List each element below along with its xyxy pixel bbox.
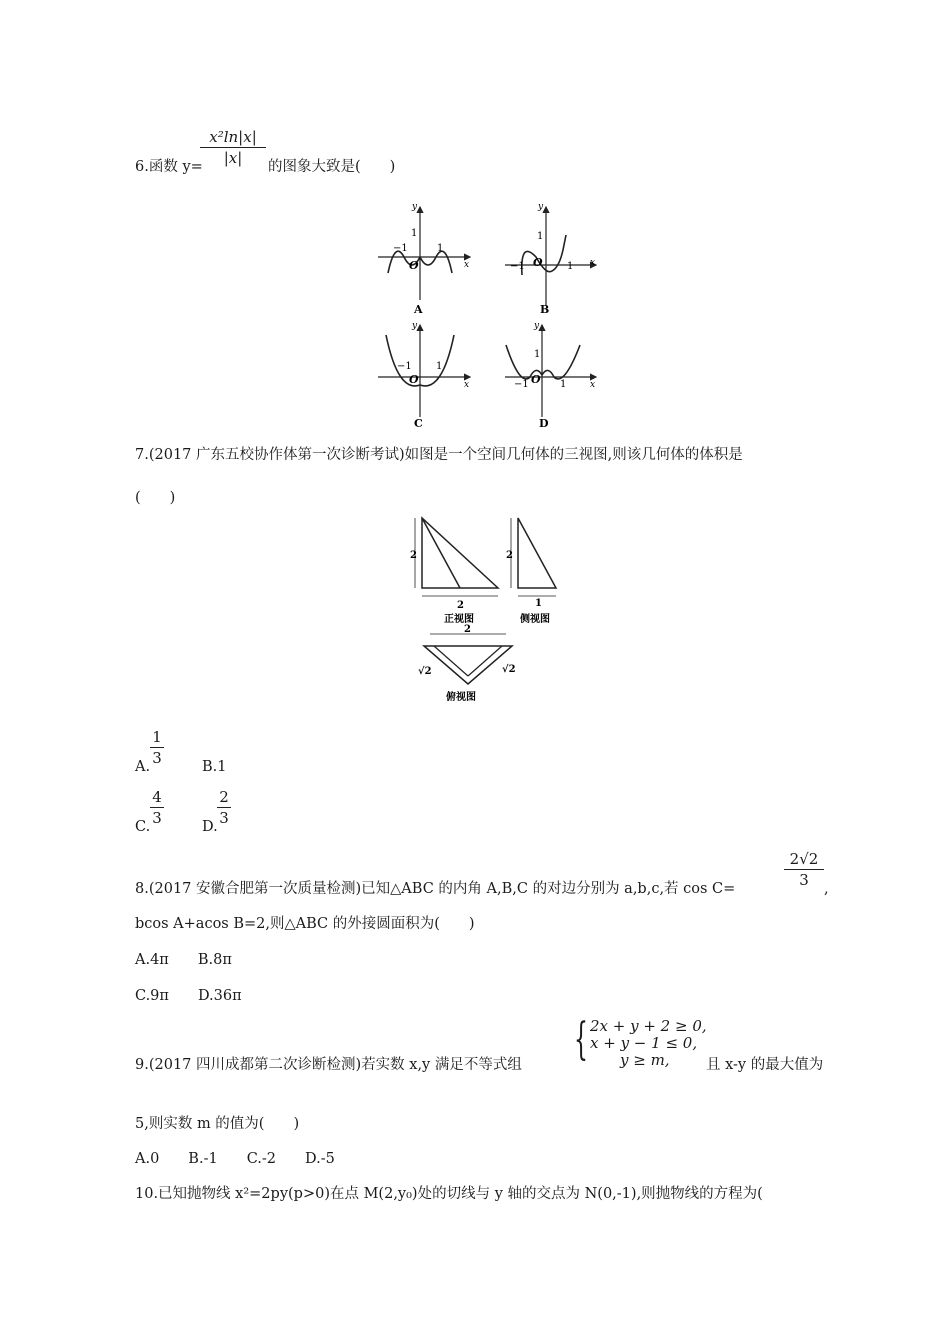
graph-c — [378, 321, 470, 430]
q7-optC-prefix: C. — [135, 819, 151, 835]
q8-comma: , — [824, 881, 829, 897]
q6-frac-denominator: |x| — [223, 149, 243, 167]
q7-line1: 7.(2017 广东五校协作体第一次诊断考试)如图是一个空间几何体的三视图,则该几何体的体积是 — [135, 447, 743, 463]
q6-frac-numerator: x²ln|x| — [209, 128, 257, 146]
fraction-bar — [200, 147, 266, 148]
q6-fraction — [200, 128, 266, 167]
graph-a-y-tick: 1 — [411, 228, 418, 239]
q8-options-cd: C.9π D.36π — [135, 988, 242, 1004]
fraction-bar — [784, 869, 824, 870]
q9-system-line3: y ≥ m, — [620, 1051, 670, 1069]
graph-d-tick-left: −1 — [514, 379, 529, 390]
graph-d-y-tick: 1 — [534, 349, 541, 360]
q7-optA-prefix: A. — [135, 759, 151, 775]
q9-line1: 9.(2017 四川成都第二次诊断检测)若实数 x,y 满足不等式组 — [135, 1057, 522, 1073]
q7-optD-num: 2 — [219, 788, 229, 806]
graph-a-label: A — [414, 303, 423, 316]
graph-b-x-label: x — [590, 258, 596, 268]
q7-line2: ( ) — [135, 490, 176, 506]
graph-a-tick-left: −1 — [393, 243, 408, 254]
q7-optB: B.1 — [202, 759, 227, 775]
graph-d-label: D — [539, 417, 549, 430]
graph-a-y-label: y — [412, 202, 418, 212]
q7-optA-fraction — [150, 728, 164, 767]
front-height-label: 2 — [410, 550, 417, 561]
graph-c-tick-left: −1 — [397, 361, 412, 372]
graph-b-tick-right: 1 — [567, 261, 574, 272]
graph-a-tick-right: 1 — [437, 243, 444, 254]
front-view — [410, 518, 498, 625]
q8-fraction — [784, 850, 824, 889]
graph-d-x-label: x — [590, 380, 596, 390]
fraction-bar — [150, 807, 164, 808]
q7-optA-num: 1 — [152, 728, 162, 746]
q6-suffix: 的图象大致是( ) — [268, 159, 396, 175]
graph-c-x-label: x — [464, 380, 470, 390]
q9-line1-tail: 且 x-y 的最大值为 — [706, 1057, 824, 1073]
q9-brace: { — [574, 1014, 588, 1065]
side-height-label: 2 — [506, 550, 513, 561]
graph-c-tick-right: 1 — [436, 361, 443, 372]
graph-d — [505, 321, 596, 430]
graph-b-origin: O — [533, 256, 543, 269]
graph-a-x-label: x — [464, 260, 470, 270]
q8-line1: 8.(2017 安徽合肥第一次质量检测)已知△ABC 的内角 A,B,C 的对边分别为 a,b,c,若 cos C= — [135, 881, 736, 897]
q9-line2: 5,则实数 m 的值为( ) — [135, 1116, 300, 1132]
q8-options-ab: A.4π B.8π — [135, 952, 232, 968]
graph-a — [378, 202, 470, 316]
q9-system-line2: x + y − 1 ≤ 0, — [590, 1034, 698, 1052]
top-view-label: 俯视图 — [446, 692, 476, 703]
q7-three-views — [410, 512, 610, 707]
q9-system-line1: 2x + y + 2 ≥ 0, — [590, 1017, 707, 1035]
q7-optC-num: 4 — [152, 788, 162, 806]
q7-optC-fraction — [150, 788, 164, 827]
graph-a-origin: O — [409, 259, 419, 272]
graph-b-label: B — [540, 303, 550, 316]
graph-b — [505, 202, 596, 316]
q8-line2: bcos A+acos B=2,则△ABC 的外接圆面积为( ) — [135, 916, 475, 932]
top-right-label: √2 — [502, 664, 516, 675]
q8-frac-den: 3 — [799, 871, 809, 889]
side-view-label: 侧视图 — [520, 614, 550, 625]
q10-line1: 10.已知抛物线 x²=2py(p>0)在点 M(2,y₀)处的切线与 y 轴的交点为 N(0,-1),则抛物线的方程为( — [135, 1186, 763, 1202]
graph-b-tick-left: −1 — [510, 261, 525, 272]
fraction-bar — [150, 747, 164, 748]
q7-optA-den: 3 — [152, 749, 162, 767]
front-width-label: 2 — [457, 600, 464, 611]
q7-optC-den: 3 — [152, 809, 162, 827]
graph-b-y-label: y — [538, 202, 544, 212]
q9-options: A.0 B.-1 C.-2 D.-5 — [135, 1151, 335, 1167]
top-left-label: √2 — [418, 666, 432, 677]
side-width-label: 1 — [535, 598, 542, 609]
front-view-label: 正视图 — [444, 614, 474, 625]
q6-prefix: 6.函数 y= — [135, 159, 203, 175]
q8-frac-num: 2√2 — [789, 850, 819, 868]
top-view — [418, 624, 516, 703]
top-width-label: 2 — [464, 624, 471, 635]
graph-d-origin: O — [531, 373, 541, 386]
graph-d-y-label: y — [534, 321, 540, 331]
graph-b-y-tick: 1 — [537, 231, 544, 242]
q7-optD-prefix: D. — [202, 819, 218, 835]
graph-d-tick-right: 1 — [560, 379, 567, 390]
q6-graphs — [0, 195, 950, 455]
q7-optD-fraction — [217, 788, 231, 827]
q7-optD-den: 3 — [219, 809, 229, 827]
side-view — [506, 518, 556, 625]
graph-c-label: C — [414, 417, 423, 430]
graph-c-y-label: y — [412, 321, 418, 331]
fraction-bar — [217, 807, 231, 808]
graph-c-origin: O — [409, 373, 419, 386]
